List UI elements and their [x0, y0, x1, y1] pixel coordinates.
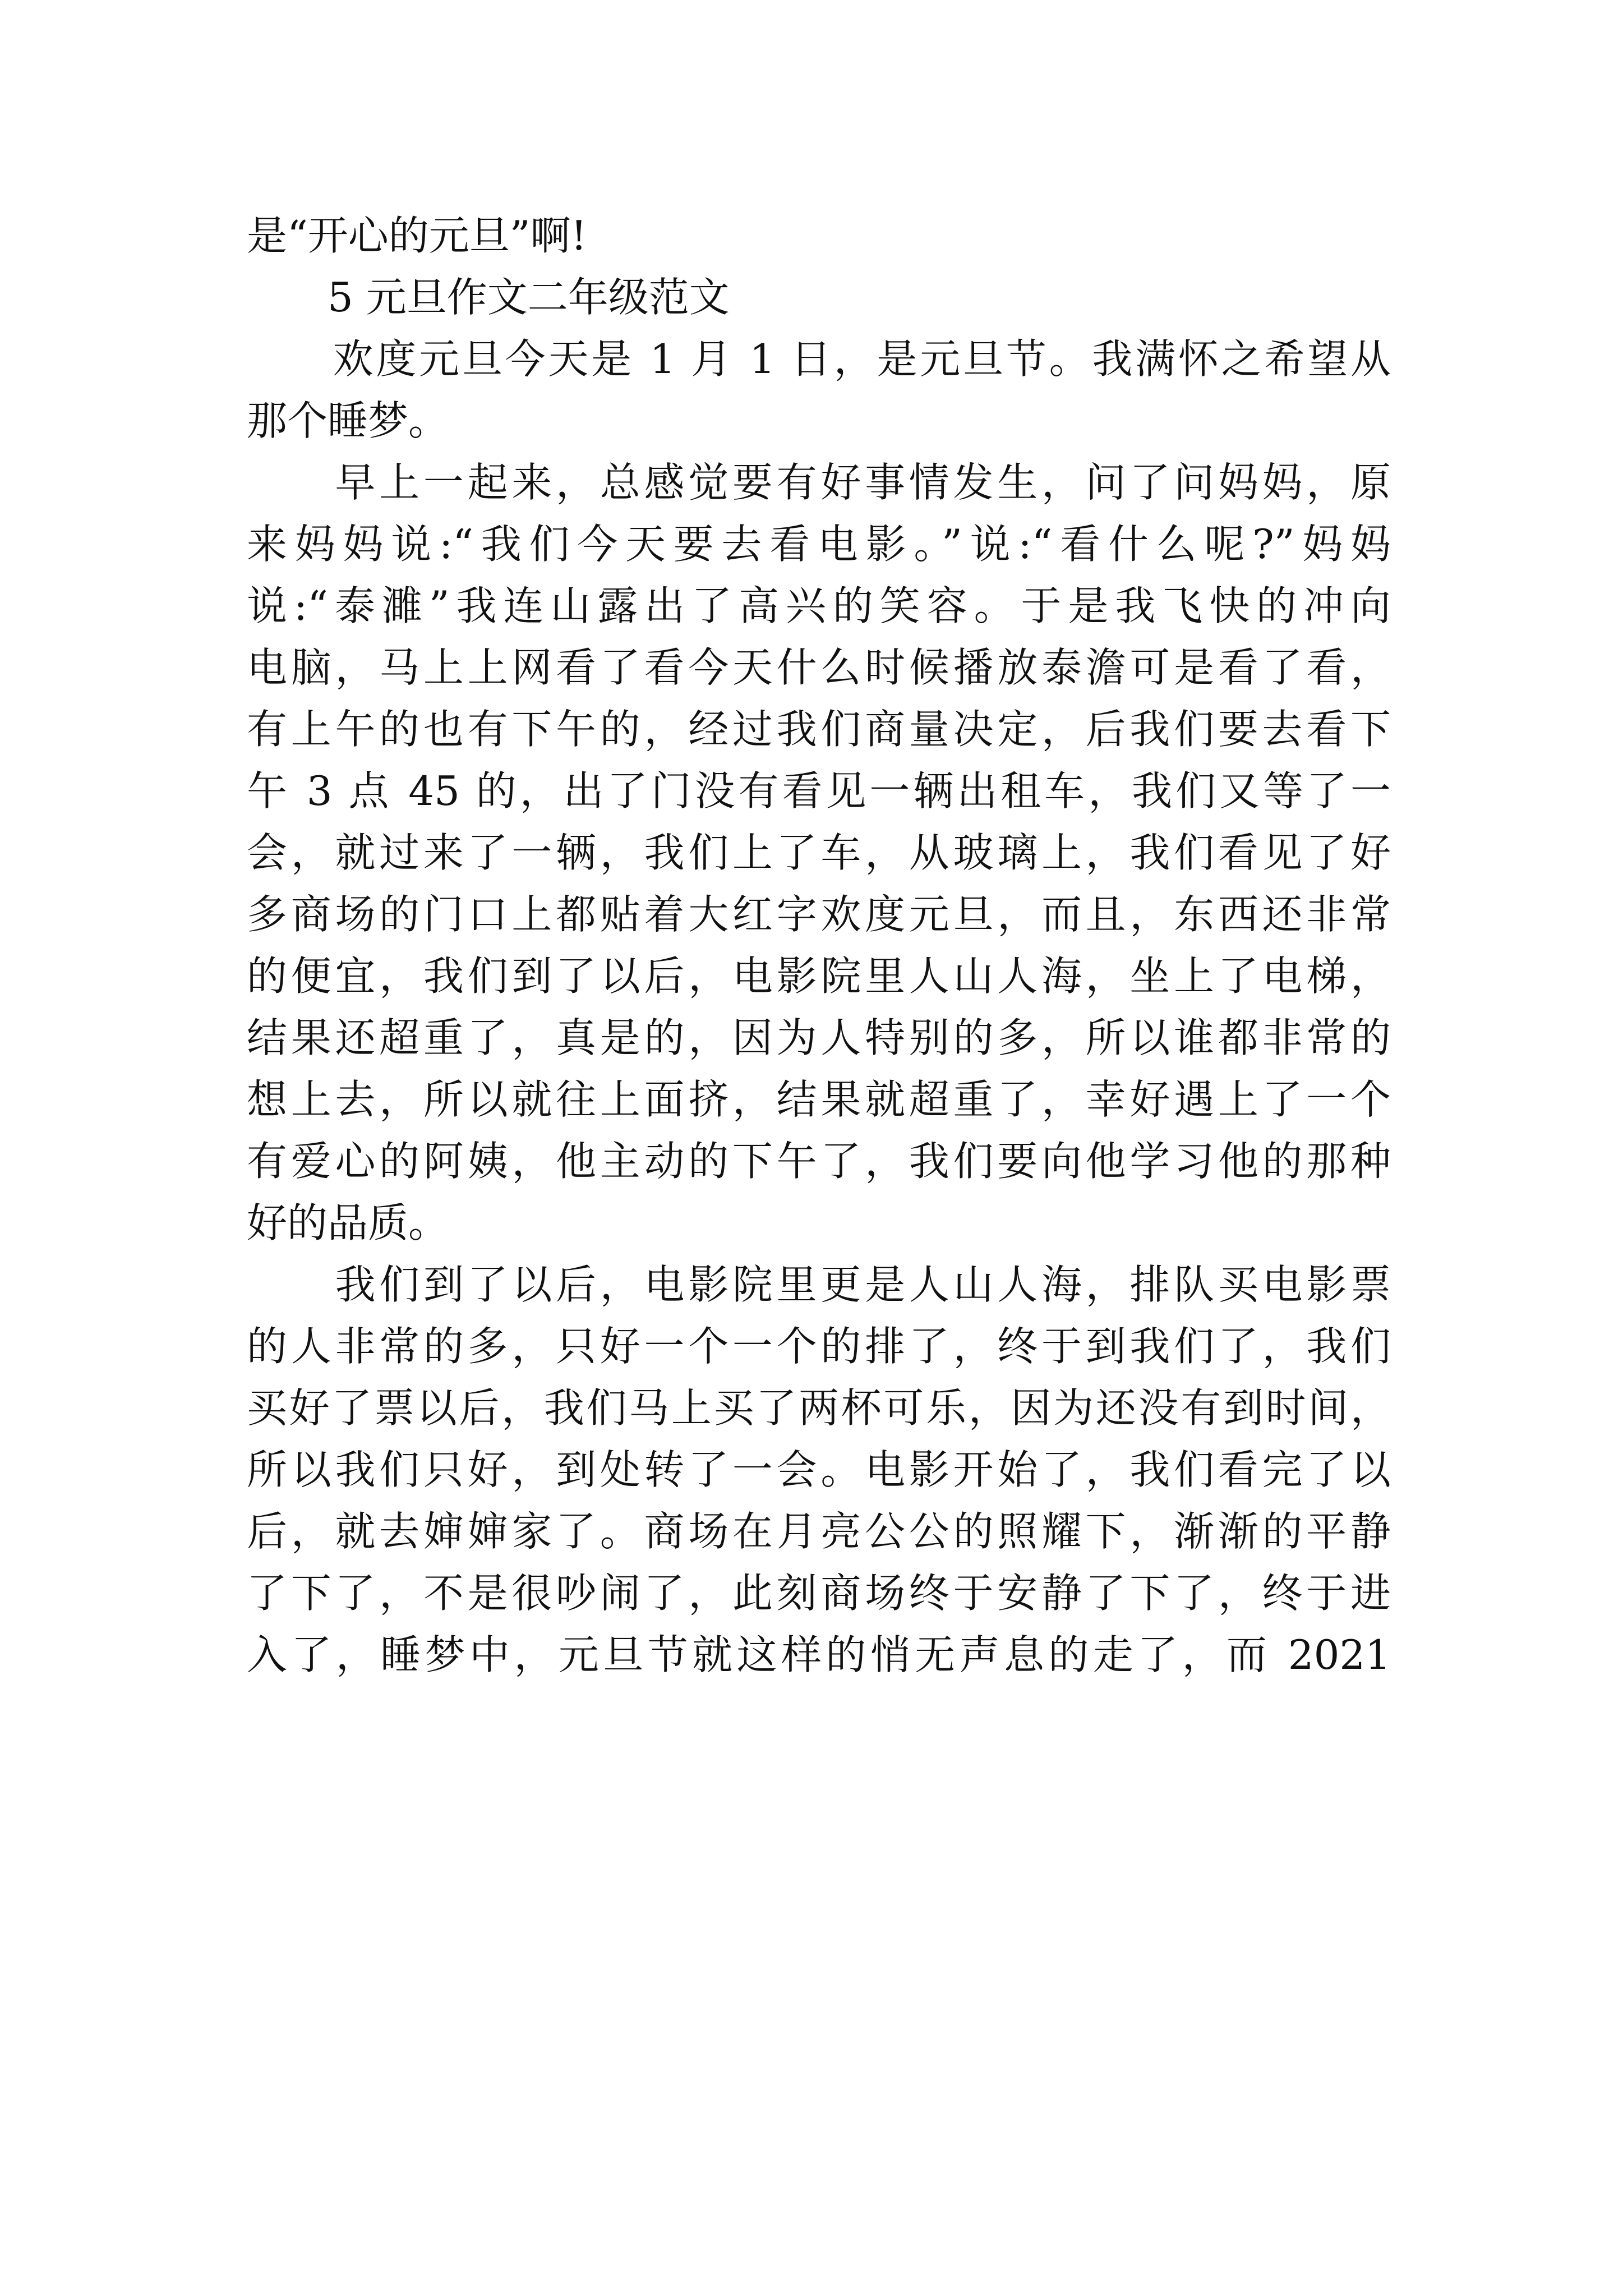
text-line: 说:“泰濉”我连山露出了高兴的笑容。于是我飞快的冲向 — [247, 582, 1391, 629]
text-line: 的人非常的多，只好一个一个的排了，终于到我们了，我们 — [247, 1323, 1391, 1370]
text-line: 好的品质。 — [247, 1199, 449, 1246]
text-line: 来妈妈说:“我们今天要去看电影。”说:“看什么呢?”妈妈 — [247, 521, 1391, 568]
text-line: 想上去，所以就往上面挤，结果就超重了，幸好遇上了一个 — [247, 1076, 1391, 1123]
text-line: 是“开心的元旦”啊! — [247, 212, 587, 259]
document-body — [247, 205, 1391, 1686]
text-line: 所以我们只好，到处转了一会。电影开始了，我们看完了以 — [247, 1446, 1391, 1493]
text-line: 买好了票以后，我们马上买了两杯可乐，因为还没有到时间， — [247, 1384, 1391, 1432]
text-line: 会，就过来了一辆，我们上了车，从玻璃上，我们看见了好 — [247, 829, 1391, 876]
section-heading: 5 元旦作文二年级范文 — [247, 274, 730, 321]
text-line: 结果还超重了，真是的，因为人特别的多，所以谁都非常的 — [247, 1014, 1391, 1061]
text-line: 电脑，马上上网看了看今天什么时候播放泰澹可是看了看， — [247, 644, 1391, 691]
text-line: 有爱心的阿姨，他主动的下午了，我们要向他学习他的那种 — [247, 1138, 1391, 1185]
text-line: 后，就去婶婶家了。商场在月亮公公的照耀下，渐渐的平静 — [247, 1508, 1391, 1555]
text-line: 多商场的门口上都贴着大红字欢度元旦，而且，东西还非常 — [247, 891, 1391, 938]
text-line: 我们到了以后，电影院里更是人山人海，排队买电影票 — [247, 1261, 1391, 1308]
text-line: 有上午的也有下午的，经过我们商量决定，后我们要去看下 — [247, 706, 1391, 753]
text-line: 早上一起来，总感觉要有好事情发生，问了问妈妈，原 — [247, 459, 1391, 506]
text-line: 的便宜，我们到了以后，电影院里人山人海，坐上了电梯， — [247, 953, 1391, 1000]
text-line: 了下了，不是很吵闹了，此刻商场终于安静了下了，终于进 — [247, 1570, 1391, 1617]
text-line: 午 3 点 45 的，出了门没有看见一辆出租车，我们又等了一 — [247, 767, 1391, 815]
text-line: 那个睡梦。 — [247, 397, 449, 444]
text-line: 入了，睡梦中，元旦节就这样的悄无声息的走了，而 2021 — [247, 1631, 1391, 1678]
text-line: 欢度元旦今天是 1 月 1 日，是元旦节。我满怀之希望从 — [247, 335, 1391, 383]
